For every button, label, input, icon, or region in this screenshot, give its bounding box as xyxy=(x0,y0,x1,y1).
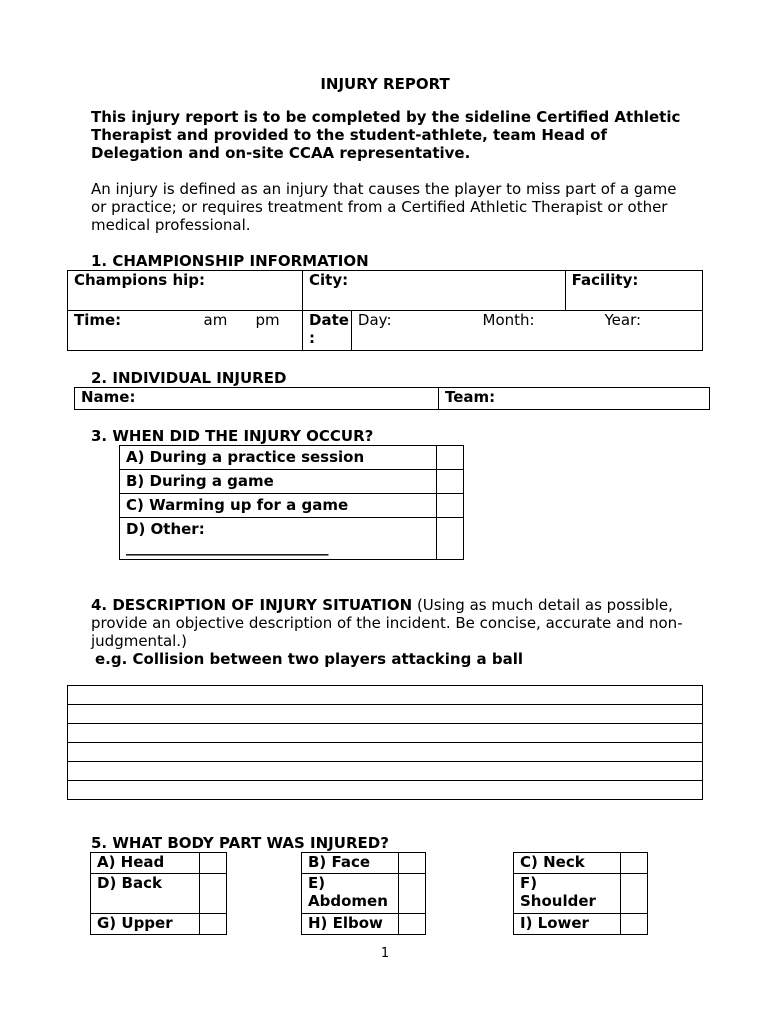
part-back: D) Back xyxy=(91,874,200,914)
section2-heading: 2. INDIVIDUAL INJURED xyxy=(91,369,287,387)
part-abdomen: E) Abdomen xyxy=(302,874,399,914)
option-practice: A) During a practice session xyxy=(120,446,437,470)
checkbox-other[interactable] xyxy=(437,518,464,560)
time-label: Time: xyxy=(74,311,122,329)
occurrence-table xyxy=(119,445,464,560)
section4-description xyxy=(91,596,701,650)
checkbox-game[interactable] xyxy=(437,470,464,494)
section1-heading: 1. CHAMPIONSHIP INFORMATION xyxy=(91,252,369,270)
part-face: B) Face xyxy=(302,853,399,874)
section5-heading: 5. WHAT BODY PART WAS INJURED? xyxy=(91,834,389,852)
checkbox-face[interactable] xyxy=(399,853,426,874)
date-field[interactable] xyxy=(351,311,702,351)
team-field[interactable] xyxy=(439,388,710,410)
description-line[interactable] xyxy=(68,705,703,724)
day-label: Day: xyxy=(357,311,392,329)
championship-field[interactable] xyxy=(68,271,303,311)
page-title: INJURY REPORT xyxy=(320,75,450,93)
description-lines-table xyxy=(67,685,703,800)
checkbox-lower[interactable] xyxy=(621,914,648,935)
month-label: Month: xyxy=(482,311,535,329)
part-shoulder: F) Shoulder xyxy=(514,874,621,914)
description-line[interactable] xyxy=(68,724,703,743)
checkbox-shoulder[interactable] xyxy=(621,874,648,914)
city-field[interactable] xyxy=(303,271,566,311)
description-line[interactable] xyxy=(68,743,703,762)
checkbox-warmup[interactable] xyxy=(437,494,464,518)
championship-label: Champions hip: xyxy=(74,271,206,289)
section4-instructions: (Using as much detail as possible, provide an objective description of the incident. Be concise, accurate and non-judgmental.) xyxy=(91,596,683,650)
city-label: City: xyxy=(309,271,349,289)
other-fill-line[interactable]: ___________________________ xyxy=(126,538,329,556)
checkbox-abdomen[interactable] xyxy=(399,874,426,914)
option-game: B) During a game xyxy=(120,470,437,494)
intro-text: This injury report is to be completed by the sideline Certified Athletic Therapist and provided to the student-athlete, team Head of Delegation and on-site CCAA representative. xyxy=(91,108,681,162)
year-label: Year: xyxy=(604,311,642,329)
checkbox-practice[interactable] xyxy=(437,446,464,470)
part-neck: C) Neck xyxy=(514,853,621,874)
date-label: Date : xyxy=(309,311,349,347)
facility-label: Facility: xyxy=(571,271,639,289)
name-label: Name: xyxy=(81,388,136,406)
description-line[interactable] xyxy=(68,781,703,800)
description-line[interactable] xyxy=(68,762,703,781)
page-number: 1 xyxy=(380,946,390,961)
body-parts-col2 xyxy=(301,852,426,935)
part-elbow: H) Elbow xyxy=(302,914,399,935)
part-upper: G) Upper xyxy=(91,914,200,935)
checkbox-elbow[interactable] xyxy=(399,914,426,935)
am-label: am xyxy=(203,311,228,329)
checkbox-back[interactable] xyxy=(200,874,227,914)
name-field[interactable] xyxy=(75,388,439,410)
description-line[interactable] xyxy=(68,686,703,705)
checkbox-neck[interactable] xyxy=(621,853,648,874)
date-label-cell xyxy=(303,311,352,351)
injury-definition: An injury is defined as an injury that causes the player to miss part of a game or practice; or requires treatment from a Certified Athletic Therapist or other medical professional. xyxy=(91,180,677,234)
championship-table xyxy=(67,270,703,351)
pm-label: pm xyxy=(255,311,280,329)
section4-example: e.g. Collision between two players attacking a ball xyxy=(95,650,524,668)
option-other xyxy=(120,518,437,560)
team-label: Team: xyxy=(445,388,496,406)
section3-heading: 3. WHEN DID THE INJURY OCCUR? xyxy=(91,427,374,445)
time-field[interactable] xyxy=(68,311,303,351)
option-warmup: C) Warming up for a game xyxy=(120,494,437,518)
body-parts-col3 xyxy=(513,852,648,935)
body-parts-col1 xyxy=(90,852,227,935)
checkbox-upper[interactable] xyxy=(200,914,227,935)
part-lower: I) Lower xyxy=(514,914,621,935)
facility-field[interactable] xyxy=(565,271,702,311)
checkbox-head[interactable] xyxy=(200,853,227,874)
section4-heading: 4. DESCRIPTION OF INJURY SITUATION xyxy=(91,596,413,614)
individual-table xyxy=(74,387,710,410)
part-head: A) Head xyxy=(91,853,200,874)
option-other-label: D) Other: xyxy=(126,520,205,538)
